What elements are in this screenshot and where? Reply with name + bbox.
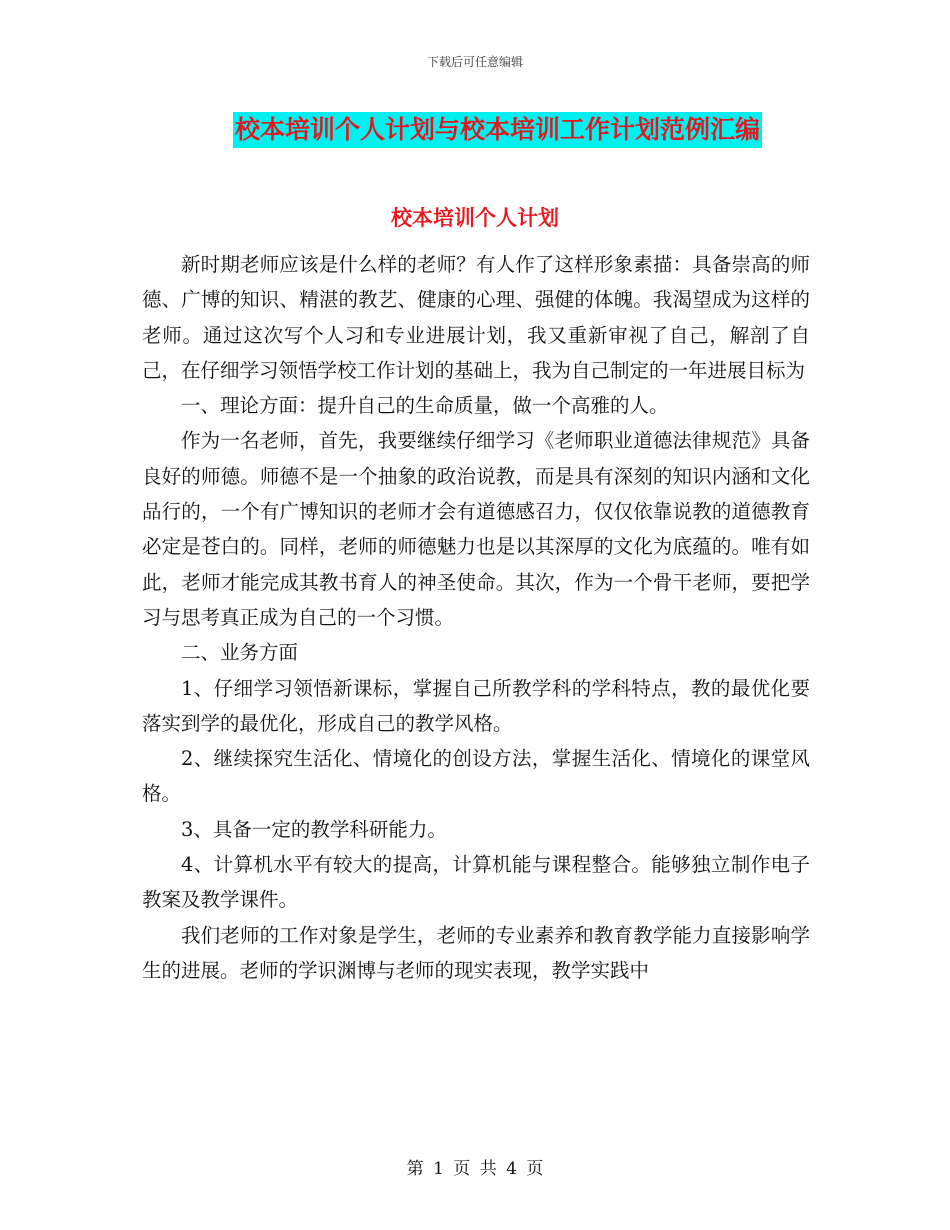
paragraph: 3、具备一定的教学科研能力。 xyxy=(181,817,447,841)
paragraph: 我们老师的工作对象是学生，老师的专业素养和教育教学能力直接影响学生的进展。老师的学识渊博与老师的现实表现，教学实践中 xyxy=(142,923,810,982)
main-title-container xyxy=(0,112,950,148)
page-footer: 第 1 页 共 4 页 xyxy=(406,1159,544,1179)
main-title: 校本培训个人计划与校本培训工作计划范例汇编 xyxy=(233,112,762,148)
paragraph: 4、计算机水平有较大的提高，计算机能与课程整合。能够独立制作电子教案及教学课件。 xyxy=(142,853,810,912)
page-header-note: 下载后可任意编辑 xyxy=(426,55,523,69)
section-title: 校本培训个人计划 xyxy=(391,206,559,230)
paragraph: 二、业务方面 xyxy=(181,641,299,665)
paragraph: 1、仔细学习领悟新课标，掌握自己所教学科的学科特点，教的最优化要落实到学的最优化，形成自己的教学风格。 xyxy=(142,676,810,735)
paragraph: 一、理论方面：提升自己的生命质量，做一个高雅的人。 xyxy=(181,394,669,418)
paragraph: 2、继续探究生活化、情境化的创设方法，掌握生活化、情境化的课堂风格。 xyxy=(142,747,810,806)
document-body xyxy=(142,247,810,988)
paragraph: 新时期老师应该是什么样的老师？有人作了这样形象素描：具备崇高的师德、广博的知识、精湛的教艺、健康的心理、强健的体魄。我渴望成为这样的老师。通过这次写个人习和专业进展计划，我又重新审视了自己，解剖了自己，在仔细学习领悟学校工作计划的基础上，我为自己制定的一年进展目标为 xyxy=(142,253,810,382)
paragraph: 作为一名老师，首先，我要继续仔细学习《老师职业道德法律规范》具备良好的师德。师德不是一个抽象的政治说教，而是具有深刻的知识内涵和文化品行的，一个有广博知识的老师才会有道德感召力，仅仅依靠说教的道德教育必定是苍白的。同样，老师的师德魅力也是以其深厚的文化为底蕴的。唯有如此，老师才能完成其教书育人的神圣使命。其次，作为一个骨干老师，要把学习与思考真正成为自己的一个习惯。 xyxy=(142,429,810,629)
